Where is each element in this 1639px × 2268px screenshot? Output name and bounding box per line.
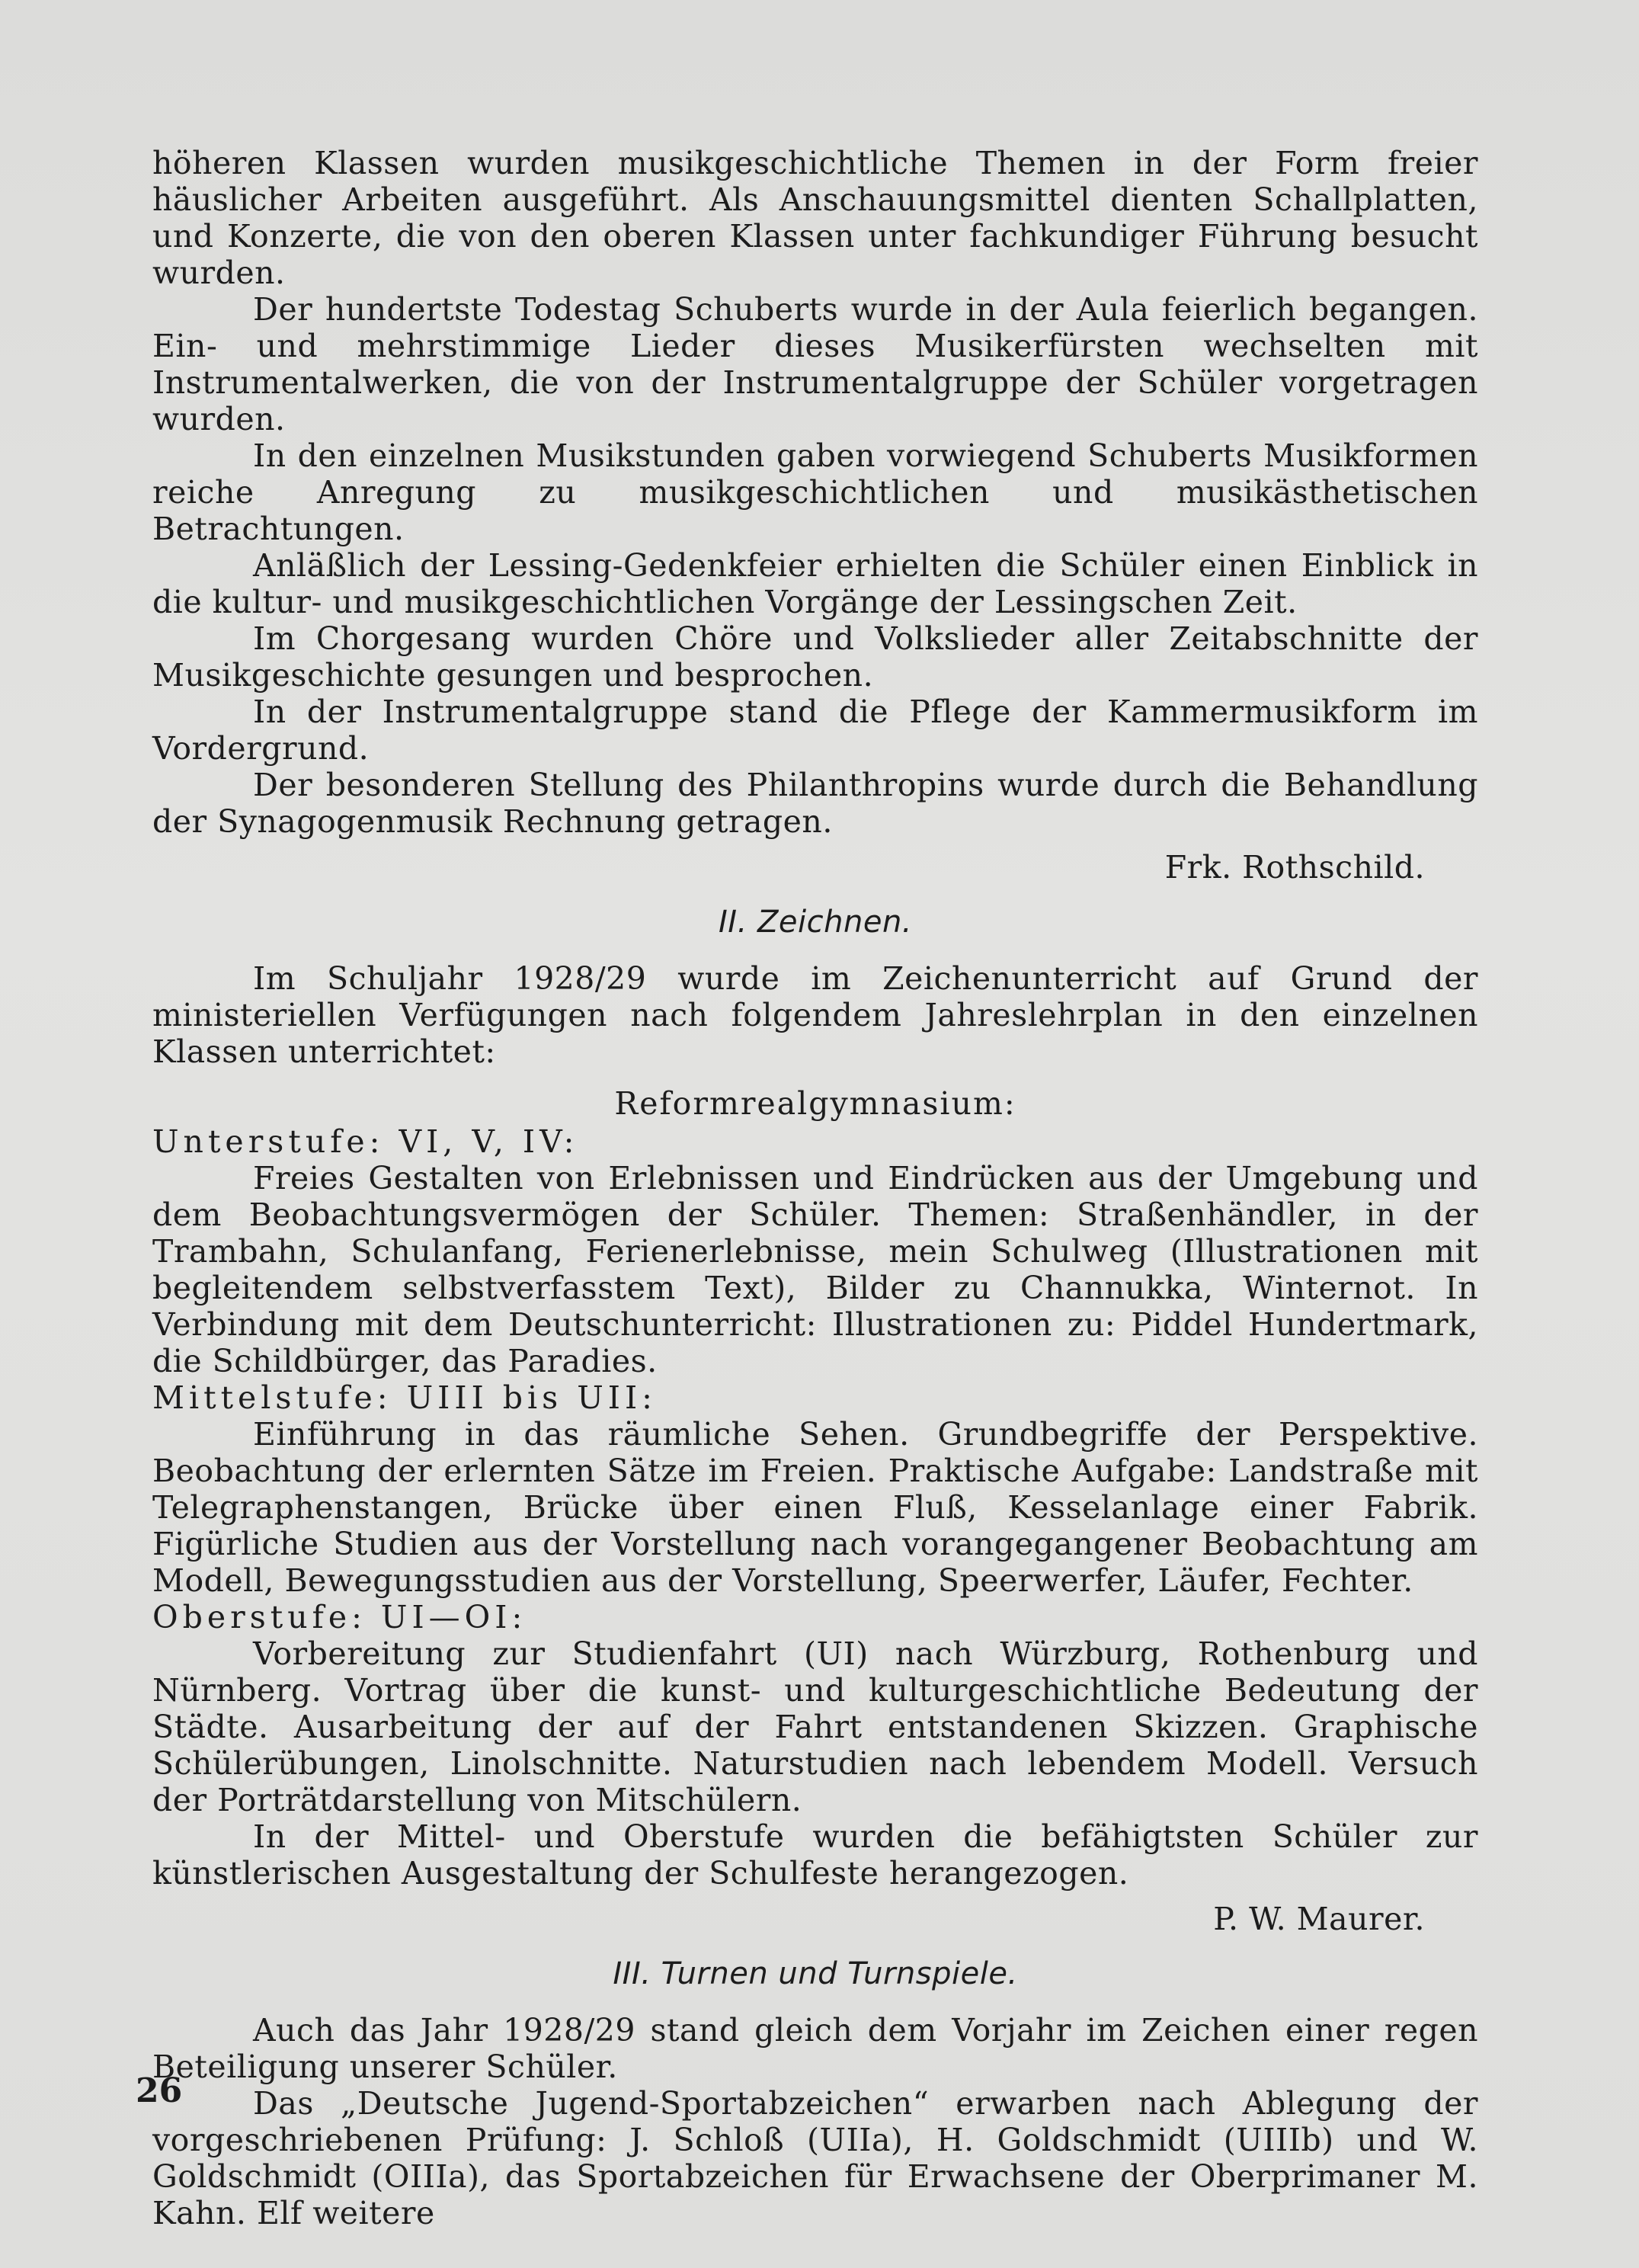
paragraph: Der hundertste Todestag Schuberts wurde in der Aula feierlich begangen. Ein- und mehrstimmige Lieder dieses Musikerfürsten wechselten mit Instrumentalwerken, die von der Instrumentalgruppe der Schüler vorgetragen wurden. — [152, 291, 1478, 437]
paragraph: Auch das Jahr 1928/29 stand gleich dem Vorjahr im Zeichen einer regen Beteiligung unserer Schüler. — [152, 2012, 1478, 2085]
stage-text-oberstufe: Vorbereitung zur Studienfahrt (UI) nach Würzburg, Rothenburg und Nürnberg. Vortrag über die kunst- und kulturgeschichtliche Bedeutung der Städte. Ausarbeitung der auf der Fahrt entstandenen Skizzen. Graphische Schülerübungen, Linolschnitte. Naturstudien nach lebendem Modell. Versuch der Porträtdarstellung von Mitschülern. — [152, 1635, 1478, 1818]
paragraph: Anläßlich der Lessing-Gedenkfeier erhielten die Schüler einen Einblick in die kultur- und musikgeschichtlichen Vorgänge der Lessingschen Zeit. — [152, 547, 1478, 620]
signature-maurer: P. W. Maurer. — [1213, 1901, 1425, 1937]
text-column — [152, 145, 1478, 2231]
stage-label-oberstufe: Oberstufe: UI—OI: — [152, 1599, 527, 1635]
section-heading-zeichnen: II. Zeichnen. — [718, 905, 913, 940]
paragraph: In den einzelnen Musikstunden gaben vorwiegend Schuberts Musikformen reiche Anregung zu musikgeschichtlichen und musikästhetischen Betrachtungen. — [152, 437, 1478, 547]
paragraph: höheren Klassen wurden musikgeschichtliche Themen in der Form freier häuslicher Arbeiten ausgeführt. Als Anschauungsmittel dienten Schallplatten, und Konzerte, die von den oberen Klassen unter fachkundiger Führung besucht wurden. — [152, 145, 1478, 291]
page-number: 26 — [136, 2071, 183, 2110]
stage-label-mittelstufe: Mittelstufe: UIII bis UII: — [152, 1379, 657, 1416]
paragraph-closing: In der Mittel- und Oberstufe wurden die befähigtsten Schüler zur künstlerischen Ausgestaltung der Schulfeste herangezogen. — [152, 1818, 1478, 1892]
section-drawing — [152, 904, 1478, 1937]
paragraph: In der Instrumentalgruppe stand die Pflege der Kammermusikform im Vordergrund. — [152, 694, 1478, 767]
stage-text-mittelstufe: Einführung in das räumliche Sehen. Grundbegriffe der Perspektive. Beobachtung der erlernten Sätze im Freien. Praktische Aufgabe: Landstraße mit Telegraphenstangen, Brücke über einen Fluß, Kesselanlage einer Fabrik. Figürliche Studien aus der Vorstellung nach vorangegangener Beobachtung am Modell, Bewegungsstudien aus der Vorstellung, Speerwerfer, Läufer, Fechter. — [152, 1416, 1478, 1599]
paragraph: Der besonderen Stellung des Philanthropins wurde durch die Behandlung der Synagogenmusik Rechnung getragen. — [152, 767, 1478, 840]
paragraph: Das „Deutsche Jugend-Sportabzeichen“ erwarben nach Ablegung der vorgeschriebenen Prüfung: J. Schloß (UIIa), H. Goldschmidt (UIIIb) und W. Goldschmidt (OIIIa), das Sportabzeichen für Erwachsene der Oberprimaner M. Kahn. Elf weitere — [152, 2085, 1478, 2231]
signature-rothschild: Frk. Rothschild. — [1164, 849, 1425, 886]
school-type-heading: Reformrealgymnasium: — [614, 1085, 1016, 1122]
section-gymnastics — [152, 1956, 1478, 2231]
paragraph-intro: Im Schuljahr 1928/29 wurde im Zeichenunterricht auf Grund der ministeriellen Verfügungen nach folgendem Jahreslehrplan in den einzelnen Klassen unterrichtet: — [152, 960, 1478, 1070]
stage-text-unterstufe: Freies Gestalten von Erlebnissen und Eindrücken aus der Umgebung und dem Beobachtungsvermögen der Schüler. Themen: Straßenhändler, in der Trambahn, Schulanfang, Ferienerlebnisse, mein Schulweg (Illustrationen mit begleitendem selbstverfasstem Text), Bilder zu Channukka, Winternot. In Verbindung mit dem Deutschunterricht: Illustrationen zu: Piddel Hundertmark, die Schildbürger, das Paradies. — [152, 1160, 1478, 1379]
stage-label-unterstufe: Unterstufe: VI, V, IV: — [152, 1123, 579, 1160]
paragraph: Im Chorgesang wurden Chöre und Volkslieder aller Zeitabschnitte der Musikgeschichte gesungen und besprochen. — [152, 620, 1478, 694]
section-music — [152, 145, 1478, 886]
section-heading-turnen: III. Turnen und Turnspiele. — [613, 1956, 1018, 1991]
